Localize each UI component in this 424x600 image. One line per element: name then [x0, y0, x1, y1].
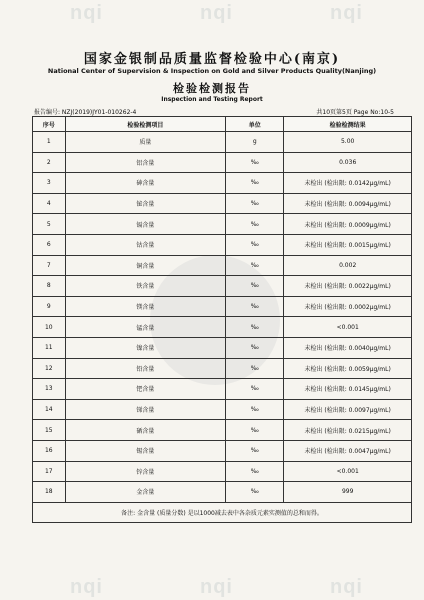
- row-number: 8: [33, 276, 66, 297]
- row-result: 未检出 (检出限: 0.0142μg/mL): [284, 173, 412, 194]
- row-unit: ‰: [226, 461, 284, 482]
- report-title-cn: 检验检测报告: [173, 82, 251, 95]
- table-row: [33, 337, 412, 358]
- row-unit: ‰: [226, 173, 284, 194]
- watermark-logo: nqi: [70, 2, 103, 24]
- row-result: <0.001: [284, 317, 412, 338]
- row-unit: ‰: [226, 152, 284, 173]
- row-number: 18: [33, 482, 66, 503]
- row-item: 铝含量: [65, 152, 226, 173]
- row-number: 2: [33, 152, 66, 173]
- row-item: 硒含量: [65, 420, 226, 441]
- row-unit: ‰: [226, 214, 284, 235]
- row-unit: ‰: [226, 234, 284, 255]
- row-item: 铁含量: [65, 276, 226, 297]
- note-row: [33, 502, 412, 523]
- row-number: 6: [33, 234, 66, 255]
- page-number: 共10页第5页 Page No:10-5: [316, 109, 394, 116]
- row-result: 0.002: [284, 255, 412, 276]
- row-result: 未检出 (检出限: 0.0047μg/mL): [284, 440, 412, 461]
- row-item: 镁含量: [65, 296, 226, 317]
- row-number: 7: [33, 255, 66, 276]
- row-number: 10: [33, 317, 66, 338]
- row-result: 未检出 (检出限: 0.0097μg/mL): [284, 399, 412, 420]
- row-number: 11: [33, 337, 66, 358]
- table-row: [33, 276, 412, 297]
- row-result: 未检出 (检出限: 0.0009μg/mL): [284, 214, 412, 235]
- row-result: 未检出 (检出限: 0.0040μg/mL): [284, 337, 412, 358]
- row-number: 13: [33, 379, 66, 400]
- row-item: 镍含量: [65, 337, 226, 358]
- table-row: [33, 193, 412, 214]
- row-item: 铅含量: [65, 358, 226, 379]
- table-row: [33, 379, 412, 400]
- row-result: 未检出 (检出限: 0.0145μg/mL): [284, 379, 412, 400]
- row-number: 17: [33, 461, 66, 482]
- watermark-logo: nqi: [200, 2, 233, 24]
- watermark-logo: nqi: [70, 576, 103, 598]
- row-result: 未检出 (检出限: 0.0002μg/mL): [284, 296, 412, 317]
- row-item: 镉含量: [65, 214, 226, 235]
- watermark-logo: nqi: [330, 576, 363, 598]
- watermark-logo: nqi: [330, 2, 363, 24]
- row-result: 999: [284, 482, 412, 503]
- row-number: 16: [33, 440, 66, 461]
- watermark-logo: nqi: [200, 576, 233, 598]
- table-header-row: [33, 117, 412, 132]
- row-item: 金含量: [65, 482, 226, 503]
- row-result: 0.036: [284, 152, 412, 173]
- table-row: [33, 399, 412, 420]
- table-row: [33, 255, 412, 276]
- row-unit: ‰: [226, 358, 284, 379]
- row-unit: ‰: [226, 399, 284, 420]
- row-unit: ‰: [226, 193, 284, 214]
- row-number: 1: [33, 132, 66, 153]
- column-header-no: 序号: [33, 117, 66, 132]
- row-unit: ‰: [226, 337, 284, 358]
- report-number: 报告编号: NZJ(2019)JY01-010262-4: [34, 109, 137, 116]
- row-number: 12: [33, 358, 66, 379]
- column-header-unit: 单位: [226, 117, 284, 132]
- row-result: 未检出 (检出限: 0.0094μg/mL): [284, 193, 412, 214]
- row-number: 9: [33, 296, 66, 317]
- row-item: 锡含量: [65, 440, 226, 461]
- table-row: [33, 214, 412, 235]
- row-unit: ‰: [226, 482, 284, 503]
- note-text: 备注: 金含量 (质量分数) 是以1000减去表中各杂质元素实测值的总和而得。: [33, 502, 412, 523]
- row-number: 4: [33, 193, 66, 214]
- row-result: 未检出 (检出限: 0.0022μg/mL): [284, 276, 412, 297]
- row-item: 锰含量: [65, 317, 226, 338]
- row-item: 质量: [65, 132, 226, 153]
- table-row: [33, 482, 412, 503]
- row-result: 未检出 (检出限: 0.0015μg/mL): [284, 234, 412, 255]
- row-result: <0.001: [284, 461, 412, 482]
- row-result: 未检出 (检出限: 0.0215μg/mL): [284, 420, 412, 441]
- row-item: 钴含量: [65, 234, 226, 255]
- row-result: 未检出 (检出限: 0.0059μg/mL): [284, 358, 412, 379]
- row-item: 锌含量: [65, 461, 226, 482]
- table-row: [33, 461, 412, 482]
- row-unit: ‰: [226, 317, 284, 338]
- row-item: 铋含量: [65, 193, 226, 214]
- table-row: [33, 132, 412, 153]
- row-number: 15: [33, 420, 66, 441]
- table-row: [33, 152, 412, 173]
- table-row: [33, 234, 412, 255]
- row-unit: g: [226, 132, 284, 153]
- row-item: 砷含量: [65, 173, 226, 194]
- table-row: [33, 173, 412, 194]
- table-row: [33, 317, 412, 338]
- table-row: [33, 420, 412, 441]
- row-result: 5.00: [284, 132, 412, 153]
- center-title-cn: 国家金银制品质量监督检验中心(南京): [83, 52, 341, 67]
- row-unit: ‰: [226, 296, 284, 317]
- row-number: 14: [33, 399, 66, 420]
- row-item: 锑含量: [65, 399, 226, 420]
- row-unit: ‰: [226, 440, 284, 461]
- row-unit: ‰: [226, 420, 284, 441]
- row-number: 3: [33, 173, 66, 194]
- column-header-item: 检验检测项目: [65, 117, 226, 132]
- row-unit: ‰: [226, 276, 284, 297]
- report-title-en: Inspection and Testing Report: [161, 96, 263, 103]
- column-header-result: 检验检测结果: [284, 117, 412, 132]
- table-row: [33, 358, 412, 379]
- center-title-en: National Center of Supervision & Inspection on Gold and Silver Products Quality(Nanjing): [47, 67, 377, 75]
- row-unit: ‰: [226, 379, 284, 400]
- table-row: [33, 296, 412, 317]
- row-number: 5: [33, 214, 66, 235]
- row-unit: ‰: [226, 255, 284, 276]
- row-item: 铜含量: [65, 255, 226, 276]
- results-table: [32, 116, 412, 523]
- table-row: [33, 440, 412, 461]
- row-item: 钯含量: [65, 379, 226, 400]
